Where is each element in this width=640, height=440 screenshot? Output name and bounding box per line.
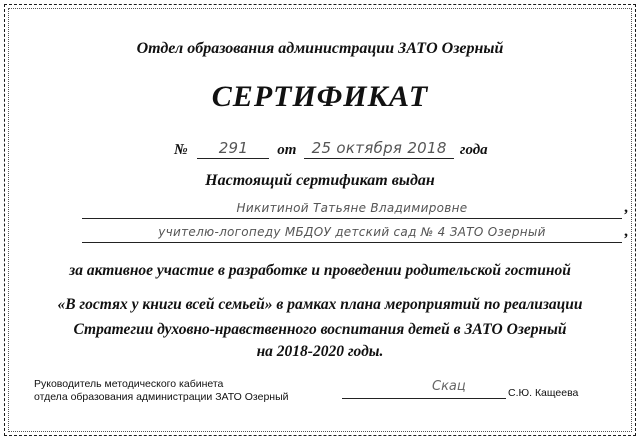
body-line-3: Стратегии духовно-нравственного воспитания детей в ЗАТО Озерный — [73, 321, 567, 338]
certificate-number: 291 — [197, 138, 269, 159]
recipient-position: учителю-логопеду МБДОУ детский сад № 4 ЗАТО Озерный — [82, 222, 622, 243]
signature-line — [342, 380, 506, 399]
recipient-name: Никитиной Татьяне Владимировне — [82, 198, 622, 219]
signer-title — [34, 378, 289, 404]
year-label: года — [459, 142, 488, 158]
position-comma: , — [624, 223, 628, 240]
body-line-4: на 2018-2020 годы. — [256, 343, 384, 360]
department-heading: Отдел образования администрации ЗАТО Озерный — [136, 40, 504, 57]
certificate-title: СЕРТИФИКАТ — [211, 80, 429, 113]
date-from-label: от — [277, 142, 297, 158]
body-line-1: за активное участие в разработке и проведении родительской гостиной — [69, 262, 571, 279]
number-label: № — [174, 142, 188, 158]
signer-title-line-2: отдела образования администрации ЗАТО Озерный — [34, 391, 289, 403]
recipient-position-line — [82, 222, 628, 244]
name-comma: , — [624, 199, 628, 216]
number-date-line — [174, 138, 488, 160]
body-line-2: «В гостях у книги всей семьей» в рамках плана мероприятий по реализации — [57, 296, 583, 313]
signer-name: С.Ю. Кащеева — [508, 387, 579, 399]
certificate-inner-border — [8, 8, 632, 432]
issued-to-heading: Настоящий сертификат выдан — [205, 172, 435, 189]
certificate-date: 25 октября 2018 — [304, 138, 454, 159]
handwritten-signature: Скац — [432, 379, 466, 394]
recipient-name-line — [82, 198, 628, 220]
signer-title-line-1: Руководитель методического кабинета — [34, 378, 224, 390]
